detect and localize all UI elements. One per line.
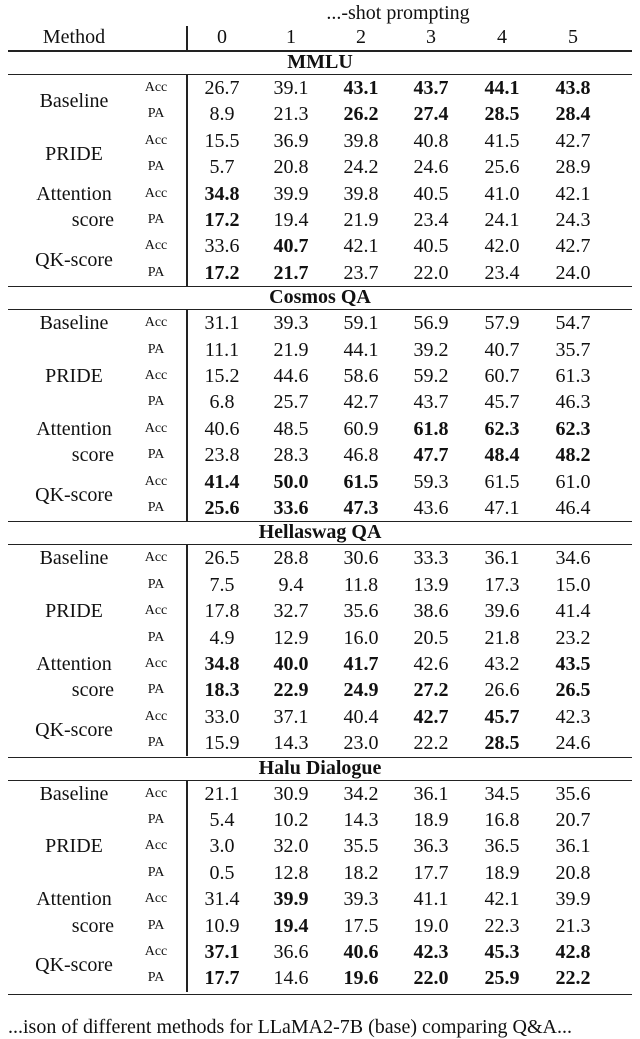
value-cell: 43.7 [413,391,449,414]
value-cell: 18.3 [204,679,240,702]
value-cell: 44.1 [343,338,379,361]
value-cell: 15.2 [204,364,240,387]
value-cell: 22.2 [555,967,591,990]
value-cell: 23.0 [343,732,379,755]
value-cell: 22.2 [413,732,449,755]
value-cell: 6.8 [209,391,235,414]
method-label: PRIDE [45,364,103,387]
value-cell: 36.9 [273,129,309,152]
value-cell: 19.0 [413,914,449,937]
value-cell: 61.3 [555,364,591,387]
method-label: score [71,679,114,702]
value-cell: 23.4 [484,261,520,284]
section-title-mmlu: MMLU [287,50,353,73]
metric-label-pa: PA [147,735,165,751]
value-cell: 59.3 [413,470,449,493]
value-cell: 17.3 [484,573,520,596]
value-cell: 17.8 [204,600,240,623]
value-cell: 19.4 [273,208,309,231]
value-cell: 15.5 [204,129,240,152]
value-cell: 4.9 [209,626,235,649]
value-cell: 3.0 [209,835,235,858]
value-cell: 61.5 [484,470,520,493]
value-cell: 42.8 [555,940,591,963]
value-cell: 31.4 [204,888,240,911]
value-cell: 45.7 [484,705,520,728]
value-cell: 20.7 [555,808,591,831]
metric-label-pa: PA [147,394,165,410]
value-cell: 46.4 [555,496,591,519]
value-cell: 33.6 [273,496,309,519]
value-cell: 36.3 [413,835,449,858]
value-cell: 19.6 [343,967,379,990]
value-cell: 43.6 [413,496,449,519]
value-cell: 36.1 [484,547,520,570]
shot-header-1: 1 [286,26,296,48]
metric-label-acc: Acc [144,891,168,907]
table-row [0,572,640,598]
value-cell: 24.9 [343,679,379,702]
table-row [0,625,640,651]
value-cell: 41.4 [204,470,240,493]
method-label: Baseline [39,547,109,570]
value-cell: 43.1 [343,76,379,99]
value-cell: 13.9 [413,573,449,596]
value-cell: 0.5 [209,861,235,884]
value-cell: 5.7 [209,156,235,179]
value-cell: 28.8 [273,547,309,570]
column-divider [186,75,188,286]
metric-label-pa: PA [147,629,165,645]
value-cell: 17.7 [413,861,449,884]
value-cell: 45.7 [484,391,520,414]
value-cell: 35.6 [555,782,591,805]
value-cell: 17.2 [204,208,240,231]
value-cell: 62.3 [555,417,591,440]
value-cell: 7.5 [209,573,235,596]
method-label: Baseline [39,312,109,335]
value-cell: 15.0 [555,573,591,596]
value-cell: 59.2 [413,364,449,387]
column-divider [186,545,188,756]
method-label: score [71,208,114,231]
value-cell: 40.6 [343,940,379,963]
value-cell: 39.6 [484,600,520,623]
value-cell: 26.6 [484,679,520,702]
value-cell: 21.3 [555,914,591,937]
value-cell: 22.9 [273,679,309,702]
section-title-halu-dialogue: Halu Dialogue [258,756,382,779]
value-cell: 36.1 [413,782,449,805]
value-cell: 14.3 [343,808,379,831]
metric-label-pa: PA [147,447,165,463]
value-cell: 28.9 [555,156,591,179]
value-cell: 40.4 [343,705,379,728]
metric-label-pa: PA [147,211,165,227]
method-label: PRIDE [45,835,103,858]
value-cell: 61.0 [555,470,591,493]
value-cell: 32.0 [273,835,309,858]
metric-label-pa: PA [147,970,165,986]
value-cell: 34.8 [204,182,240,205]
value-cell: 24.1 [484,208,520,231]
value-cell: 41.0 [484,182,520,205]
value-cell: 41.7 [343,652,379,675]
value-cell: 45.3 [484,940,520,963]
value-cell: 21.7 [273,261,309,284]
value-cell: 34.8 [204,652,240,675]
shot-header-5: 5 [568,26,578,48]
section-title-hellaswag-qa: Hellaswag QA [258,521,382,544]
metric-label-pa: PA [147,576,165,592]
value-cell: 42.3 [413,940,449,963]
table-row [0,807,640,833]
metric-label-pa: PA [147,341,165,357]
value-cell: 30.6 [343,547,379,570]
value-cell: 22.0 [413,967,449,990]
value-cell: 28.3 [273,444,309,467]
value-cell: 24.6 [413,156,449,179]
value-cell: 20.8 [273,156,309,179]
table-row [0,860,640,886]
value-cell: 24.3 [555,208,591,231]
value-cell: 34.5 [484,782,520,805]
value-cell: 17.2 [204,261,240,284]
metric-label-pa: PA [147,864,165,880]
value-cell: 40.7 [484,338,520,361]
value-cell: 42.3 [555,705,591,728]
value-cell: 25.9 [484,967,520,990]
metric-label-acc: Acc [144,315,168,331]
method-label: QK-score [35,954,113,977]
value-cell: 56.9 [413,312,449,335]
value-cell: 16.8 [484,808,520,831]
value-cell: 17.5 [343,914,379,937]
metric-label-acc: Acc [144,785,168,801]
value-cell: 21.9 [343,208,379,231]
metric-label-acc: Acc [144,603,168,619]
value-cell: 40.5 [413,182,449,205]
value-cell: 46.3 [555,391,591,414]
method-label: PRIDE [45,600,103,623]
section-title-cosmos-qa: Cosmos QA [269,286,371,309]
value-cell: 21.8 [484,626,520,649]
value-cell: 48.4 [484,444,520,467]
value-cell: 33.3 [413,547,449,570]
value-cell: 26.5 [204,547,240,570]
caption-fragment: ...ison of different methods for LLaMA2-7B (base) comparing Q&A... [8,1016,572,1038]
value-cell: 10.2 [273,808,309,831]
metric-label-acc: Acc [144,838,168,854]
value-cell: 27.4 [413,103,449,126]
value-cell: 40.5 [413,235,449,258]
value-cell: 12.9 [273,626,309,649]
shot-header-2: 2 [356,26,366,48]
value-cell: 43.8 [555,76,591,99]
value-cell: 62.3 [484,417,520,440]
table-row [0,389,640,415]
value-cell: 41.1 [413,888,449,911]
value-cell: 60.7 [484,364,520,387]
value-cell: 34.6 [555,547,591,570]
value-cell: 25.7 [273,391,309,414]
value-cell: 40.6 [204,417,240,440]
value-cell: 21.9 [273,338,309,361]
value-cell: 14.3 [273,732,309,755]
value-cell: 54.7 [555,312,591,335]
column-divider [186,26,188,50]
value-cell: 39.3 [273,312,309,335]
value-cell: 39.3 [343,888,379,911]
value-cell: 39.1 [273,76,309,99]
method-label: Attention [36,417,112,440]
value-cell: 32.7 [273,600,309,623]
metric-label-acc: Acc [144,238,168,254]
value-cell: 9.4 [278,573,304,596]
metric-label-acc: Acc [144,367,168,383]
value-cell: 18.9 [413,808,449,831]
value-cell: 24.2 [343,156,379,179]
value-cell: 15.9 [204,732,240,755]
value-cell: 42.1 [343,235,379,258]
header-row [0,24,640,50]
value-cell: 38.6 [413,600,449,623]
bottom-rule [8,994,632,996]
metric-label-pa: PA [147,106,165,122]
value-cell: 58.6 [343,364,379,387]
value-cell: 42.0 [484,235,520,258]
value-cell: 42.6 [413,652,449,675]
shot-header-4: 4 [497,26,507,48]
value-cell: 10.9 [204,914,240,937]
value-cell: 34.2 [343,782,379,805]
value-cell: 24.0 [555,261,591,284]
value-cell: 23.7 [343,261,379,284]
value-cell: 43.7 [413,76,449,99]
value-cell: 17.7 [204,967,240,990]
value-cell: 27.2 [413,679,449,702]
value-cell: 25.6 [204,496,240,519]
metric-label-pa: PA [147,264,165,280]
value-cell: 26.7 [204,76,240,99]
value-cell: 36.6 [273,940,309,963]
metric-label-pa: PA [147,811,165,827]
value-cell: 21.3 [273,103,309,126]
method-label: score [71,444,114,467]
metric-label-pa: PA [147,682,165,698]
value-cell: 42.7 [555,235,591,258]
value-cell: 35.6 [343,600,379,623]
value-cell: 37.1 [204,940,240,963]
value-cell: 42.7 [555,129,591,152]
value-cell: 11.1 [204,338,240,361]
value-cell: 31.1 [204,312,240,335]
method-header: Method [42,26,106,48]
value-cell: 40.8 [413,129,449,152]
value-cell: 42.1 [555,182,591,205]
value-cell: 39.9 [273,182,309,205]
value-cell: 35.7 [555,338,591,361]
value-cell: 39.9 [273,888,309,911]
value-cell: 20.8 [555,861,591,884]
value-cell: 28.5 [484,732,520,755]
value-cell: 43.2 [484,652,520,675]
value-cell: 35.5 [343,835,379,858]
value-cell: 39.8 [343,129,379,152]
metric-label-acc: Acc [144,420,168,436]
value-cell: 44.6 [273,364,309,387]
metric-label-acc: Acc [144,655,168,671]
value-cell: 41.5 [484,129,520,152]
value-cell: 28.4 [555,103,591,126]
value-cell: 24.6 [555,732,591,755]
value-cell: 23.2 [555,626,591,649]
value-cell: 23.4 [413,208,449,231]
value-cell: 37.1 [273,705,309,728]
value-cell: 39.2 [413,338,449,361]
metric-label-pa: PA [147,499,165,515]
method-label: PRIDE [45,142,103,165]
value-cell: 36.1 [555,835,591,858]
method-label: QK-score [35,718,113,741]
column-divider [186,310,188,521]
value-cell: 41.4 [555,600,591,623]
metric-label-acc: Acc [144,550,168,566]
value-cell: 25.6 [484,156,520,179]
value-cell: 16.0 [343,626,379,649]
value-cell: 47.7 [413,444,449,467]
value-cell: 46.8 [343,444,379,467]
value-cell: 12.8 [273,861,309,884]
value-cell: 14.6 [273,967,309,990]
value-cell: 22.0 [413,261,449,284]
value-cell: 47.1 [484,496,520,519]
value-cell: 42.7 [343,391,379,414]
header-super-row [0,0,640,26]
value-cell: 21.1 [204,782,240,805]
metric-label-acc: Acc [144,708,168,724]
value-cell: 57.9 [484,312,520,335]
value-cell: 26.5 [555,679,591,702]
method-label: QK-score [35,248,113,271]
value-cell: 43.5 [555,652,591,675]
value-cell: 11.8 [343,573,379,596]
metric-label-acc: Acc [144,132,168,148]
value-cell: 47.3 [343,496,379,519]
value-cell: 48.2 [555,444,591,467]
metric-label-acc: Acc [144,79,168,95]
metric-label-pa: PA [147,159,165,175]
method-label: QK-score [35,483,113,506]
value-cell: 42.7 [413,705,449,728]
value-cell: 59.1 [343,312,379,335]
value-cell: 20.5 [413,626,449,649]
value-cell: 8.9 [209,103,235,126]
value-cell: 61.5 [343,470,379,493]
value-cell: 50.0 [273,470,309,493]
value-cell: 26.2 [343,103,379,126]
value-cell: 19.4 [273,914,309,937]
value-cell: 40.0 [273,652,309,675]
value-cell: 36.5 [484,835,520,858]
value-cell: 39.9 [555,888,591,911]
value-cell: 44.1 [484,76,520,99]
shot-header-3: 3 [426,26,436,48]
value-cell: 39.8 [343,182,379,205]
value-cell: 33.0 [204,705,240,728]
shot-prompting-header: ...-shot prompting [326,2,470,24]
metric-label-acc: Acc [144,943,168,959]
table-row [0,337,640,363]
value-cell: 30.9 [273,782,309,805]
metric-label-pa: PA [147,917,165,933]
method-label: score [71,914,114,937]
value-cell: 60.9 [343,417,379,440]
value-cell: 18.9 [484,861,520,884]
method-label: Attention [36,652,112,675]
value-cell: 42.1 [484,888,520,911]
value-cell: 40.7 [273,235,309,258]
value-cell: 48.5 [273,417,309,440]
method-label: Baseline [39,90,109,113]
value-cell: 5.4 [209,808,235,831]
value-cell: 23.8 [204,444,240,467]
value-cell: 18.2 [343,861,379,884]
shot-header-0: 0 [217,26,227,48]
metric-label-acc: Acc [144,473,168,489]
value-cell: 22.3 [484,914,520,937]
method-label: Attention [36,182,112,205]
value-cell: 61.8 [413,417,449,440]
value-cell: 28.5 [484,103,520,126]
method-label: Baseline [39,782,109,805]
value-cell: 33.6 [204,235,240,258]
method-label: Attention [36,888,112,911]
column-divider [186,781,188,992]
metric-label-acc: Acc [144,185,168,201]
